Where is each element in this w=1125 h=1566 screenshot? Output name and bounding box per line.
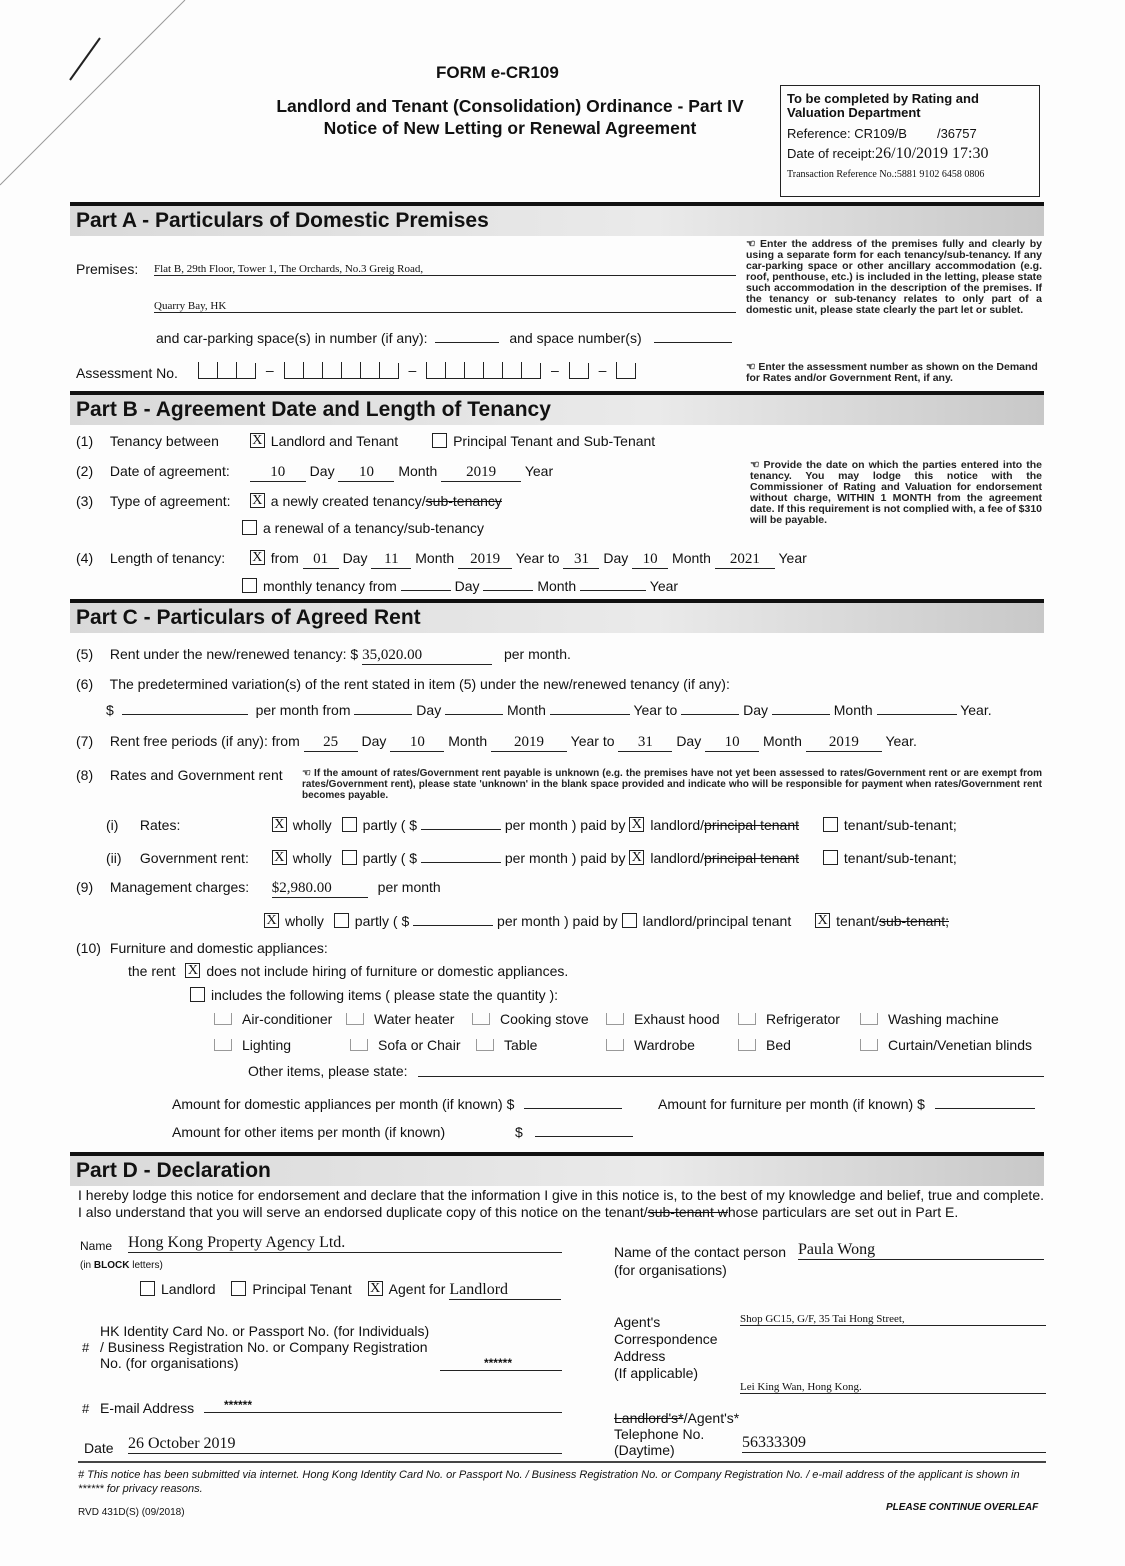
month-label: Month [763, 733, 802, 749]
principal-subtenant-checkbox[interactable] [432, 433, 447, 448]
includes-furniture-checkbox[interactable] [190, 987, 205, 1002]
month-label: Month [448, 733, 488, 749]
footer-divider [78, 1461, 1046, 1463]
item-10-row [76, 940, 328, 956]
rates-row [106, 815, 957, 833]
wholly-label: wholly [285, 913, 324, 929]
item-refrigerator[interactable] [738, 1011, 860, 1027]
rent-free-from-year[interactable]: 2019 [491, 734, 567, 752]
item-7-label: Rent free periods (if any): from [109, 733, 300, 749]
principal-tenant-struck: principal tenant [704, 817, 799, 833]
role-landlord-label: Landlord [161, 1281, 216, 1297]
role-agent-label: Agent for [388, 1281, 446, 1297]
email-field[interactable] [204, 1398, 562, 1413]
part-b-note [750, 460, 1042, 526]
govrent-landlord-checkbox[interactable] [629, 850, 644, 865]
address-line1-field[interactable]: Shop GC15, G/F, 35 Tai Hong Street, [740, 1313, 1046, 1326]
rates-partly-amount[interactable] [421, 815, 501, 830]
month-label: Month [506, 702, 546, 718]
year-to-label: Year to [633, 702, 678, 718]
furniture-option1-row [128, 963, 568, 979]
id-hash: # [82, 1340, 90, 1355]
carpark-label: and car-parking space(s) in number (if any): [156, 330, 428, 346]
rent-free-to-day[interactable]: 31 [618, 734, 672, 752]
wholly-label: wholly [292, 850, 332, 866]
other-items-label: Other items, please state: [248, 1063, 408, 1079]
role-landlord-checkbox[interactable] [140, 1281, 155, 1296]
item-cooking-stove[interactable] [472, 1011, 606, 1027]
item-6-fields [106, 700, 992, 718]
address-label-1: Agent's [614, 1314, 661, 1330]
includes-furniture-label: includes the following items ( please state the quantity ): [211, 987, 559, 1003]
paid-by-label: per month ) paid by [497, 913, 618, 929]
rates-tenant-checkbox[interactable] [823, 817, 838, 832]
item-6-row [76, 676, 730, 692]
year-to-label: Year to [570, 733, 615, 749]
premises-line2[interactable]: Quarry Bay, HK [154, 300, 736, 313]
address-line2-field[interactable]: Lei King Wan, Hong Kong. [740, 1381, 1046, 1394]
item-8-note-text: If the amount of rates/Government rent payable is unknown (e.g. the premises have not yet been assessed to rates/Government rent or are exempt from rates/Government rent), please state 'unknown' in the blank space provided and indicate who will be responsible for payment when rates/Government rent becomes payable. [302, 768, 1043, 801]
form-title [240, 95, 780, 139]
item-label: Lighting [242, 1037, 292, 1053]
pointing-hand-icon: ☜ [302, 768, 315, 779]
phone-label-1: /Agent's* [683, 1410, 740, 1426]
declarant-name-field[interactable]: Hong Kong Property Agency Ltd. [128, 1234, 562, 1253]
declaration-struck: sub-tenant w [647, 1204, 728, 1220]
declaration-text-1: I hereby lodge this notice for endorsement and declare that the information I give in this notice is, to the best of my knowledge and belief, true and complete. I also understand that you will serve an endorsed duplicate copy of this notice on the tenant/ [78, 1187, 1044, 1220]
per-month-label: per month. [503, 646, 571, 662]
landlord-label: landlord/ [650, 850, 705, 866]
item-label: Cooking stove [500, 1011, 589, 1027]
reference-label: Reference: CR109/B [787, 126, 907, 141]
to-year-field[interactable]: 2021 [715, 551, 775, 569]
rvd-receipt [787, 145, 1033, 163]
monthly-year-field[interactable] [580, 576, 646, 591]
per-month-label: per month [377, 879, 441, 895]
day-label: Day [416, 702, 442, 718]
dollar-sign: $ [515, 1124, 523, 1140]
per-month-from-label: per month from [255, 702, 351, 718]
furniture-amount-label: Amount for furniture per month (if known) $ [658, 1096, 925, 1112]
variation-to-year[interactable] [877, 700, 957, 715]
assessment-label: Assessment No. [76, 365, 178, 381]
item-1-row [76, 433, 655, 449]
partly-label: partly ( $ [362, 850, 418, 866]
contact-person-field[interactable]: Paula Wong [798, 1241, 1044, 1260]
mgmt-landlord-checkbox[interactable] [622, 913, 637, 928]
role-principal-label: Principal Tenant [252, 1281, 352, 1297]
role-principal-checkbox[interactable] [231, 1281, 246, 1296]
item-10-num: (10) [76, 940, 101, 956]
assessment-number-field[interactable]: – – – – [198, 362, 636, 379]
landlord-tenant-label: Landlord and Tenant [270, 433, 399, 449]
no-furniture-checkbox[interactable] [185, 963, 200, 978]
block-bold: BLOCK [93, 1260, 130, 1271]
transaction-reference [787, 169, 1033, 180]
new-tenancy-label: a newly created tenancy/ [270, 493, 426, 509]
phone-label [614, 1410, 739, 1458]
appliances-row-1 [214, 1011, 1044, 1027]
item-7-row [76, 733, 917, 752]
from-day-field[interactable]: 01 [303, 551, 339, 569]
item-label: Water heater [374, 1011, 455, 1027]
address-label-4: (If applicable) [614, 1365, 699, 1381]
item-6-num: (6) [76, 676, 94, 692]
form-title-line1: Landlord and Tenant (Consolidation) Ordinance - Part IV [276, 96, 744, 116]
item-label: Bed [766, 1037, 791, 1053]
other-amount-row [515, 1122, 633, 1140]
variation-to-day[interactable] [681, 700, 739, 715]
item-label: Curtain/Venetian blinds [888, 1037, 1032, 1053]
part-a-header: Part A - Particulars of Domestic Premises [70, 202, 1044, 236]
item-wardrobe[interactable] [606, 1037, 738, 1053]
rates-wholly-checkbox[interactable] [272, 817, 287, 832]
from-month-field[interactable]: 11 [371, 551, 411, 569]
email-value: ****** [224, 1398, 253, 1412]
variation-from-year[interactable] [550, 700, 630, 715]
item-5-num: (5) [76, 646, 94, 662]
variation-from-month[interactable] [445, 700, 503, 715]
other-items-field[interactable] [418, 1076, 1044, 1077]
new-tenancy-checkbox[interactable] [250, 493, 265, 508]
receipt-label: Date of receipt: [787, 146, 876, 161]
date-field[interactable]: 26 October 2019 [128, 1435, 562, 1454]
item-9-payer-row [264, 911, 949, 929]
part-b-note-text: Provide the date on which the parties entered into the tenancy. You may lodge this notice with the Commissioner of Rating and Valuation for endorsement without charge, WITHIN 1 MONTH from the agreement date. If this requirement is not complied with, a fee of $310 will be payable. [750, 459, 1042, 526]
block-letters-note [80, 1260, 163, 1271]
rates-num: (i) [106, 817, 119, 833]
other-amount-field[interactable] [535, 1122, 633, 1137]
rent-free-to-month[interactable]: 10 [705, 734, 759, 752]
item-sofa-chair[interactable] [350, 1037, 476, 1053]
item-2-num: (2) [76, 463, 94, 479]
rent-amount-field[interactable]: 35,020.00 [362, 647, 492, 665]
month-label: Month [672, 550, 711, 566]
space-number-field[interactable] [654, 328, 732, 343]
block-post: letters) [129, 1260, 163, 1271]
month-label: Month [398, 463, 438, 479]
new-tenancy-struck: sub-tenancy [425, 493, 502, 509]
pointing-hand-icon: ☜ [746, 361, 759, 373]
item-8-label: Rates and Government rent [109, 767, 283, 783]
item-bed[interactable] [738, 1037, 860, 1053]
receipt-value: 26/10/2019 17:30 [875, 145, 989, 162]
fixed-term-checkbox[interactable] [250, 550, 265, 565]
form-id: FORM e-CR109 [436, 63, 559, 82]
from-label: from [270, 550, 299, 566]
phone-field[interactable]: 56333309 [742, 1434, 1046, 1453]
item-9-label: Management charges: [109, 879, 250, 895]
tenant-label: tenant/sub-tenant; [843, 850, 957, 866]
agreement-month-field[interactable]: 10 [338, 464, 394, 482]
part-c-header: Part C - Particulars of Agreed Rent [70, 599, 1044, 633]
premises-note-text: Enter the address of the premises fully and clearly by using a separate form for each tenancy/sub-tenancy. If any car-parking space or other ancillary accommodation (e.g. roof, penthouse, etc.) is included in the letting, please state such accommodation in the description of the premises. If the tenancy or sub-tenancy relates to only part of a domestic unit, please state clearly the part let or sublet. [746, 238, 1042, 316]
renewal-checkbox[interactable] [242, 520, 257, 535]
privacy-note: # This notice has been submitted via internet. Hong Kong Identity Card No. or Passport No. / Business Registration No. or Company Registration No. / e-mail address of the applicant is shown in ****** for privacy reasons. [78, 1469, 1020, 1495]
name-label: Name [80, 1239, 113, 1253]
item-9-num: (9) [76, 879, 94, 895]
partly-label: partly ( $ [354, 913, 410, 929]
renewal-label: a renewal of a tenancy/sub-tenancy [263, 520, 485, 536]
year-to-label: Year to [515, 550, 560, 566]
paid-by-label: per month ) paid by [504, 817, 626, 833]
item-4-num: (4) [76, 550, 94, 566]
item-label: Refrigerator [766, 1011, 840, 1027]
monthly-month-field[interactable] [483, 576, 533, 591]
day-label: Day [603, 550, 629, 566]
item-5-label: Rent under the new/renewed tenancy: $ [109, 646, 359, 662]
item-exhaust-hood[interactable] [606, 1011, 738, 1027]
day-label: Day [361, 733, 387, 749]
part-a-note-assessment [746, 362, 1042, 384]
govrent-tenant-checkbox[interactable] [823, 850, 838, 865]
space-number-label: and space number(s) [509, 330, 642, 346]
year-end-label: Year. [960, 702, 992, 718]
year-label: Year [649, 578, 679, 594]
id-label: HK Identity Card No. or Passport No. (for Individuals) / Business Registration No. or Company Registration No. (for organisations) [100, 1323, 430, 1371]
month-label: Month [833, 702, 873, 718]
item-10-label: Furniture and domestic appliances: [109, 940, 328, 956]
rvd-reference [787, 126, 1033, 141]
agreement-year-field[interactable]: 2019 [441, 464, 521, 482]
carpark-number-field[interactable] [435, 328, 499, 343]
item-1-num: (1) [76, 433, 94, 449]
email-hash: # [82, 1401, 90, 1416]
transaction-label: Transaction Reference No.: [787, 169, 897, 180]
year-label: Year [778, 550, 807, 566]
item-6-label: The predetermined variation(s) of the rent stated in item (5) under the new/renewed tenancy (if any): [109, 676, 730, 692]
day-label: Day [454, 578, 480, 594]
day-label: Day [342, 550, 368, 566]
item-5-row [76, 646, 571, 665]
assessment-note-text: Enter the assessment number as shown on the Demand for Rates and/or Government Rent, if any. [746, 361, 1038, 384]
appliances-row-2 [214, 1037, 1044, 1053]
item-3-row [76, 493, 502, 509]
item-2-row [76, 463, 553, 482]
rent-free-from-day[interactable]: 25 [304, 734, 358, 752]
to-month-field[interactable]: 10 [632, 551, 668, 569]
mgmt-partly-checkbox[interactable] [334, 913, 349, 928]
from-year-field[interactable]: 2019 [458, 551, 512, 569]
phone-label-2: Telephone No. [614, 1426, 705, 1442]
scan-fold-mark [0, 0, 200, 200]
item-7-num: (7) [76, 733, 94, 749]
appliances-amount-field[interactable] [524, 1094, 622, 1109]
item-label: Washing machine [888, 1011, 999, 1027]
item-8-num: (8) [76, 767, 94, 783]
item-label: Air-conditioner [242, 1011, 333, 1027]
id-number-field[interactable] [440, 1356, 562, 1371]
paid-by-label: per month ) paid by [504, 850, 626, 866]
monthly-row [242, 576, 678, 594]
variation-to-month[interactable] [772, 700, 830, 715]
declaration-text-2: hose particulars are set out in Part E. [727, 1204, 959, 1220]
landlord-label: landlord/principal tenant [642, 913, 792, 929]
furniture-amount-row [658, 1094, 1035, 1112]
to-day-field[interactable]: 31 [563, 551, 599, 569]
mgmt-wholly-checkbox[interactable] [264, 913, 279, 928]
declaration-text [78, 1187, 1044, 1221]
item-label: Table [504, 1037, 538, 1053]
item-table[interactable] [476, 1037, 606, 1053]
monthly-tenancy-label: monthly tenancy from [263, 578, 397, 594]
item-1-label: Tenancy between [109, 433, 219, 449]
premises-label: Premises: [76, 261, 139, 277]
variation-amount-field[interactable] [122, 700, 248, 715]
management-charge-field[interactable]: $2,980.00 [272, 880, 368, 898]
govrent-partly-amount[interactable] [421, 848, 501, 863]
rent-free-from-month[interactable]: 10 [390, 734, 444, 752]
address-label-2: Correspondence [614, 1331, 718, 1347]
mgmt-partly-amount[interactable] [413, 911, 493, 926]
form-title-line2: Notice of New Letting or Renewal Agreement [323, 118, 697, 138]
carpark-row [156, 328, 732, 346]
email-label: E-mail Address [100, 1400, 195, 1416]
item-8-row [76, 767, 283, 783]
day-label: Day [743, 702, 768, 718]
rent-free-to-year[interactable]: 2019 [806, 734, 882, 752]
govrent-row [106, 848, 957, 866]
part-b-header: Part B - Agreement Date and Length of Tenancy [70, 391, 1044, 425]
appliances-amount-row [172, 1094, 622, 1112]
furniture-amount-field[interactable] [935, 1094, 1035, 1109]
id-number-value: ****** [483, 1356, 512, 1370]
year-end-label: Year. [885, 733, 917, 749]
contact-sub-label: (for organisations) [614, 1262, 727, 1278]
govrent-num: (ii) [106, 850, 122, 866]
role-agent-checkbox[interactable] [368, 1281, 383, 1296]
no-furniture-label: does not include hiring of furniture or domestic appliances. [206, 963, 569, 979]
other-amount-label: Amount for other items per month (if known) [172, 1124, 446, 1140]
tenant-label: tenant/ [836, 913, 879, 929]
monthly-tenancy-checkbox[interactable] [242, 578, 257, 593]
rvd-box-heading: To be completed by Rating and Valuation Department [787, 91, 979, 120]
renewal-row [242, 520, 484, 536]
item-air-conditioner[interactable] [214, 1011, 346, 1027]
transaction-value: 5881 9102 6458 0806 [896, 169, 985, 180]
month-label: Month [537, 578, 577, 594]
landlord-label: landlord/ [650, 817, 705, 833]
part-d-header: Part D - Declaration [70, 1152, 1044, 1186]
item-label: Exhaust hood [634, 1011, 720, 1027]
rates-landlord-checkbox[interactable] [629, 817, 644, 832]
phone-label-3: (Daytime) [614, 1442, 675, 1458]
principal-tenant-struck: principal tenant [704, 850, 799, 866]
day-label: Day [676, 733, 702, 749]
date-label: Date [84, 1440, 114, 1456]
sub-tenant-struck: sub-tenant; [878, 913, 949, 929]
variation-from-day[interactable] [354, 700, 412, 715]
block-pre: (in [80, 1260, 94, 1271]
agent-for-field[interactable]: Landlord [449, 1281, 561, 1300]
year-label: Year [524, 463, 554, 479]
govrent-wholly-checkbox[interactable] [272, 850, 287, 865]
month-label: Month [415, 550, 455, 566]
continue-overleaf: PLEASE CONTINUE OVERLEAF [886, 1502, 1039, 1513]
item-water-heater[interactable] [346, 1011, 472, 1027]
contact-label: Name of the contact person [614, 1244, 786, 1260]
item-8-note [302, 768, 1042, 801]
principal-subtenant-label: Principal Tenant and Sub-Tenant [453, 433, 656, 449]
item-curtain-blinds[interactable] [860, 1037, 1032, 1053]
dollar-sign: $ [106, 702, 114, 718]
address-label [614, 1314, 718, 1382]
pointing-hand-icon: ☜ [746, 238, 761, 250]
tenant-label: tenant/sub-tenant; [843, 817, 957, 833]
item-lighting[interactable] [214, 1037, 350, 1053]
monthly-day-field[interactable] [401, 576, 451, 591]
agreement-day-field[interactable]: 10 [250, 464, 306, 482]
mgmt-tenant-checkbox[interactable] [815, 913, 830, 928]
premises-line1[interactable]: Flat B, 29th Floor, Tower 1, The Orchards, No.3 Greig Road, [154, 263, 736, 276]
day-label: Day [309, 463, 335, 479]
phone-struck: Landlord's* [614, 1410, 684, 1426]
furniture-option2-row [190, 987, 558, 1003]
partly-label: partly ( $ [362, 817, 418, 833]
role-row [140, 1281, 561, 1300]
the-rent-label: the rent [128, 963, 176, 979]
rates-label: Rates: [139, 817, 181, 833]
pointing-hand-icon: ☜ [750, 459, 764, 471]
rvd-office-box [780, 85, 1040, 197]
govrent-partly-checkbox[interactable] [342, 850, 357, 865]
item-3-label: Type of agreement: [109, 493, 231, 509]
item-4-label: Length of tenancy: [109, 550, 226, 566]
item-washing-machine[interactable] [860, 1011, 999, 1027]
part-a-note-premises [746, 239, 1042, 316]
wholly-label: wholly [292, 817, 332, 833]
item-9-row [76, 879, 441, 898]
landlord-tenant-checkbox[interactable] [250, 433, 265, 448]
item-label: Wardrobe [634, 1037, 695, 1053]
govrent-label: Government rent: [139, 850, 249, 866]
appliances-amount-label: Amount for domestic appliances per month (if known) $ [172, 1096, 515, 1112]
form-code: RVD 431D(S) (09/2018) [78, 1507, 185, 1518]
item-4-row [76, 550, 807, 569]
item-2-label: Date of agreement: [109, 463, 230, 479]
rates-partly-checkbox[interactable] [342, 817, 357, 832]
item-3-num: (3) [76, 493, 94, 509]
item-label: Sofa or Chair [378, 1037, 461, 1053]
reference-value: /36757 [936, 126, 977, 141]
address-label-3: Address [614, 1348, 666, 1364]
